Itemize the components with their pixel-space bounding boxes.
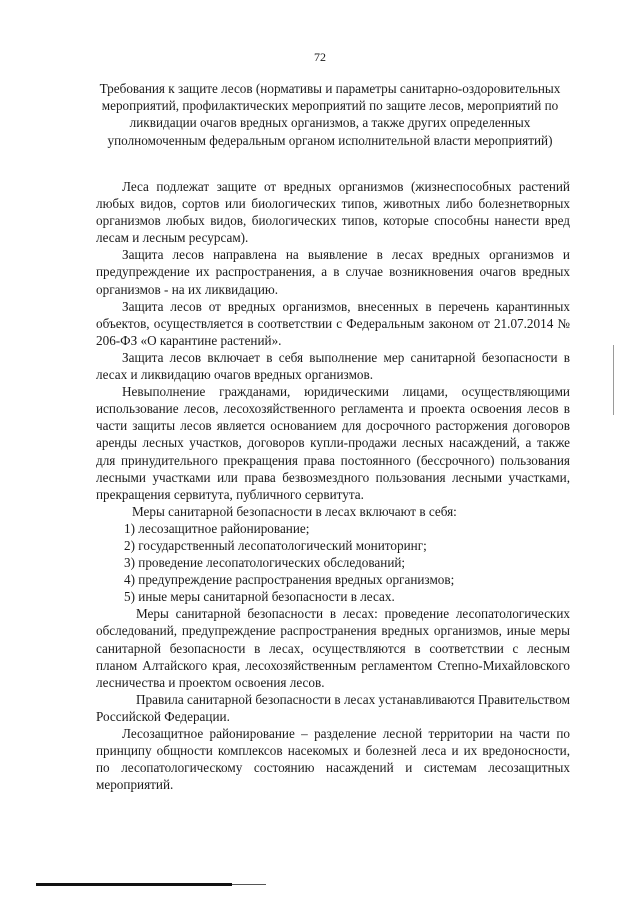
paragraph-zoning-definition: Лесозащитное районирование – разделение лесной территории на части по принципу общности комплексов насекомых и болезней леса и их вредоносности, по лесопатологическому состоянию насаждений и системам лесозащитных мероприятий. xyxy=(96,726,570,793)
paragraph-forest-protection-subject: Леса подлежат защите от вредных организмов (жизнеспособных растений любых видов, сортов или биологических типов, животных либо болезнетворных организмов любых видов, биологических типов, которые способны нанести вред лесам и лесным ресурсам). xyxy=(96,179,570,246)
page-number: 72 xyxy=(314,50,326,64)
list-item: 5) иные меры санитарной безопасности в лесах. xyxy=(124,589,395,605)
paragraph-protection-includes: Защита лесов включает в себя выполнение мер санитарной безопасности в лесах и ликвидацию очагов вредных организмов. xyxy=(96,349,570,383)
paragraph-sanitary-rules: Правила санитарной безопасности в лесах устанавливаются Правительством Российской Федерации. xyxy=(96,691,570,724)
list-item: 2) государственный лесопатологический мониторинг; xyxy=(124,537,427,553)
paragraph-quarantine: Защита лесов от вредных организмов, внесенных в перечень карантинных объектов, осуществляется в соответствии с Федеральным законом от 21.07.2014 № 206-ФЗ «О карантине растений». xyxy=(96,298,570,348)
paragraph-non-compliance: Невыполнение гражданами, юридическими лицами, осуществляющими использование лесов, лесохозяйственного регламента и проекта освоения лесов в части защиты лесов является основанием для досрочного расторжения договоров аренды лесных участков, договоров купли-продажи лесных насаждений, а также для принудительного прекращения права постоянного (бессрочного) пользования лесными участками или права безвозмездного пользования лесными участками, прекращения сервитута, публичного сервитута. xyxy=(96,384,570,502)
paragraph-protection-purpose: Защита лесов направлена на выявление в лесах вредных организмов и предупреждение их распространения, а в случае возникновения очагов вредных организмов - на их ликвидацию. xyxy=(96,247,570,297)
list-intro: Меры санитарной безопасности в лесах включают в себя: xyxy=(132,503,457,519)
list-item: 3) проведение лесопатологических обследований; xyxy=(124,555,406,571)
scan-artifact-bar xyxy=(36,883,232,886)
list-item: 4) предупреждение распространения вредных организмов; xyxy=(124,572,455,588)
list-item: 1) лесозащитное районирование; xyxy=(124,520,310,536)
scan-artifact-bar-tail xyxy=(232,884,266,885)
paragraph-sanitary-measures: Меры санитарной безопасности в лесах: проведение лесопатологических обследований, предупреждение распространения вредных организмов, иные меры санитарной безопасности в лесах, осуществляются в соответствии с лесным планом Алтайского края, лесохозяйственным регламентом Степно-Михайловского лесничества и проектом освоения лесов. xyxy=(96,606,570,690)
document-body xyxy=(96,178,570,793)
scan-artifact-line xyxy=(613,345,614,415)
document-title: Требования к защите лесов (нормативы и параметры санитарно-оздоровительных мероприятий, профилактических мероприятий по защите лесов, мероприятий по ликвидации очагов вредных организмов, а также других определенных уполномоченным федеральным органом исполнительной власти мероприятий) xyxy=(99,81,561,148)
